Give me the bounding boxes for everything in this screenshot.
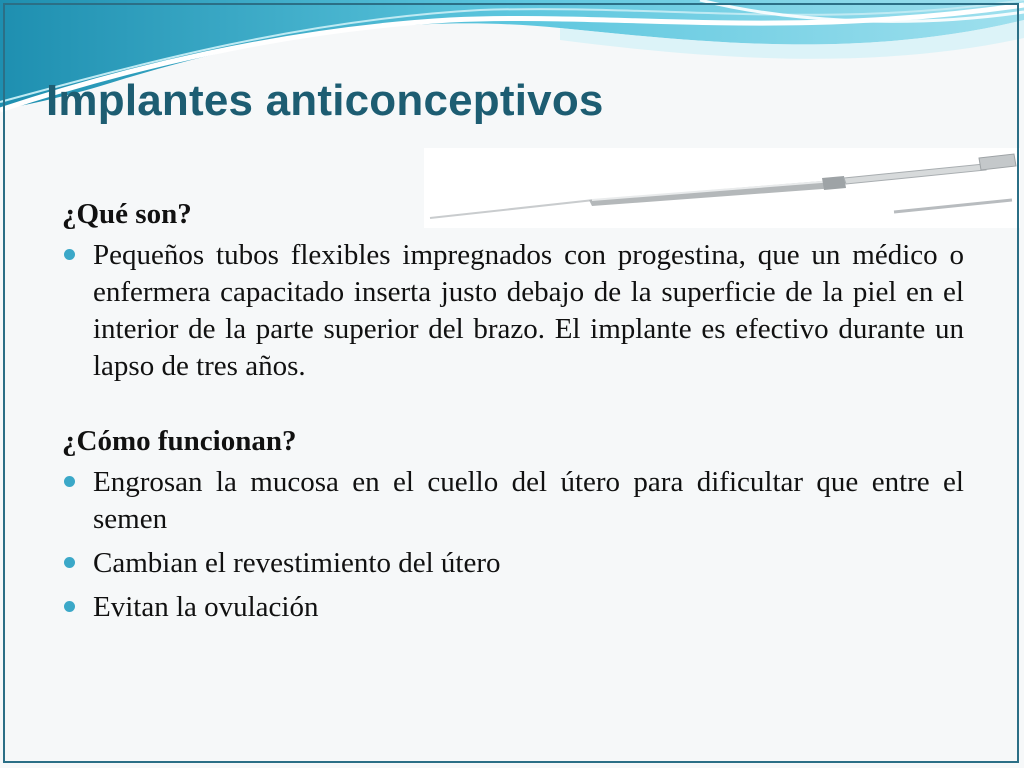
bullet-icon: [64, 249, 75, 260]
list-item: [62, 464, 964, 538]
list-item-text: Cambian el revestimiento del útero: [93, 547, 501, 579]
list-item-text: Engrosan la mucosa en el cuello del útero para dificultar que entre el semen: [93, 466, 964, 535]
bullet-list-como-funcionan: [62, 464, 964, 626]
slide-title: Implantes anticonceptivos: [46, 76, 604, 125]
section-heading-como-funcionan: ¿Cómo funcionan?: [62, 425, 297, 457]
bullet-icon: [64, 557, 75, 568]
list-item-text: Pequeños tubos flexibles impregnados con progestina, que un médico o enfermera capacitado inserta justo debajo de la superficie de la piel en el interior de la parte superior del brazo. El implante es efectivo durante un lapso de tres años.: [93, 239, 964, 382]
list-item: [62, 545, 964, 582]
slide-content: [62, 196, 964, 633]
list-item-text: Evitan la ovulación: [93, 591, 319, 623]
list-item: [62, 589, 964, 626]
section-heading-que-son: ¿Qué son?: [62, 198, 192, 230]
bullet-icon: [64, 476, 75, 487]
bullet-icon: [64, 601, 75, 612]
bullet-list-que-son: [62, 237, 964, 385]
list-item: [62, 237, 964, 385]
